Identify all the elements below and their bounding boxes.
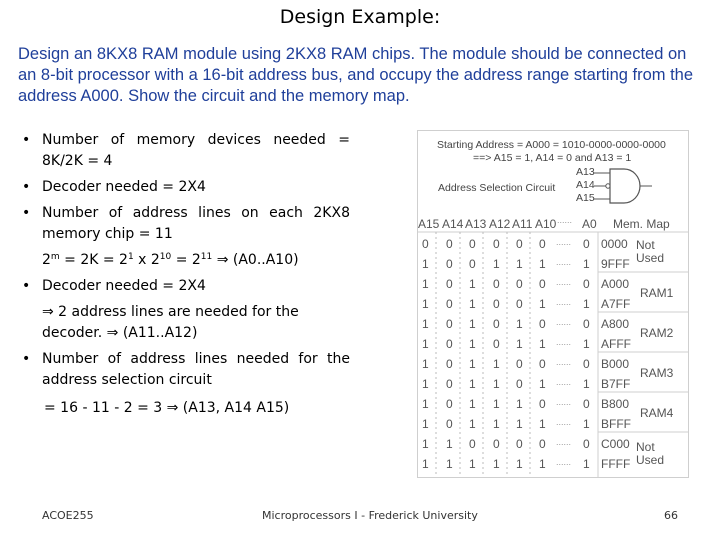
formula-base: 2 [42,252,51,268]
bit-cell: 0 [446,237,453,251]
bit-cell: 1 [469,457,476,471]
address-cell: 0000 [601,237,628,251]
bit-cell: 1 [469,417,476,431]
address-cell: B7FF [601,377,631,391]
gate-input-a15: A15 [576,192,595,204]
header-a0: A0 [582,217,597,231]
cell-dots: ...... [556,237,572,247]
bit-cell: 1 [493,357,500,371]
bit-cell: 1 [493,257,500,271]
cell-dots: ...... [556,417,572,427]
bullet-dot: • [22,179,31,195]
bullet-5-line-2: address selection circuit [42,372,212,388]
footer-page-number: 66 [664,509,678,522]
block-not-used-top: Not Used [636,238,665,265]
bit-cell: 0 [469,437,476,451]
bit-cell: 1 [422,417,429,431]
bit-cell: 1 [422,437,429,451]
cell-dots: ...... [556,277,572,287]
bit-cell: 1 [516,317,523,331]
bit-cell: 1 [583,337,590,351]
cell-dots: ...... [556,377,572,387]
bullet-4-sub-2: decoder. ⇒ (A11..A12) [42,325,198,341]
bullet-4-text: Decoder needed = 2X4 [42,278,206,294]
header-a12: A12 [489,217,511,231]
bit-cell: 0 [516,237,523,251]
bullet-1-line-2: 8K/2K = 4 [42,153,113,169]
bit-cell: 1 [583,257,590,271]
bit-cell: 1 [446,457,453,471]
bit-cell: 0 [493,317,500,331]
bit-cell: 0 [422,237,429,251]
bit-cell: 1 [446,437,453,451]
bit-cell: 1 [583,417,590,431]
bullet-5 [22,349,354,371]
block-not-used-bottom: Not Used [636,440,665,467]
address-bits-text: ==> A15 = 1, A14 = 0 and A13 = 1 [473,152,632,164]
cell-dots: ...... [556,317,572,327]
table-grid-lines [418,131,688,477]
bit-cell: 1 [516,257,523,271]
bullet-3-line-2: memory chip = 11 [42,226,173,242]
bit-cell: 0 [516,277,523,291]
block-ram2: RAM2 [640,326,674,340]
bit-cell: 1 [469,317,476,331]
bit-cell: 0 [539,317,546,331]
address-cell: 9FFF [601,257,630,271]
header-a13: A13 [465,217,487,231]
bullet-2 [22,177,206,199]
header-a11: A11 [512,217,533,231]
bit-cell: 0 [446,357,453,371]
bit-cell: 1 [539,257,546,271]
bit-cell: 1 [539,377,546,391]
bit-cell: 1 [469,297,476,311]
block-ram3: RAM3 [640,366,674,380]
bit-cell: 0 [539,437,546,451]
bullet-1-line-1: Number of memory devices needed = [42,132,350,148]
bullet-dot: • [22,278,31,294]
bit-cell: 1 [422,317,429,331]
cell-dots: ...... [556,397,572,407]
bit-cell: 1 [469,337,476,351]
bit-cell: 1 [493,417,500,431]
bit-cell: 0 [493,237,500,251]
formula-exp-10: 10 [159,252,172,262]
bit-cell: 0 [493,277,500,291]
address-cell: AFFF [601,337,631,351]
bullet-5-line-3: = 16 - 11 - 2 = 3 ⇒ (A13, A14 A15) [44,400,290,416]
bit-cell: 0 [469,257,476,271]
bit-cell: 1 [422,377,429,391]
cell-dots: ...... [556,337,572,347]
formula-part: x 2 [133,252,160,268]
formula-result: ⇒ (A0..A10) [212,252,299,268]
address-cell: C000 [601,437,630,451]
bit-cell: 1 [516,457,523,471]
bit-cell: 0 [516,297,523,311]
header-mem-map: Mem. Map [613,217,670,231]
bit-cell: 0 [539,357,546,371]
cell-dots: ...... [556,457,572,467]
bit-cell: 1 [539,457,546,471]
bit-cell: 1 [422,297,429,311]
bullet-4-sub-1: ⇒ 2 address lines are needed for the [42,304,299,320]
bit-cell: 1 [469,397,476,411]
bit-cell: 0 [516,357,523,371]
bit-cell: 1 [516,417,523,431]
formula-exp-1: 1 [127,252,134,262]
bit-cell: 1 [516,337,523,351]
bit-cell: 1 [583,457,590,471]
bit-cell: 0 [539,397,546,411]
bit-cell: 1 [539,297,546,311]
memory-map-figure [417,130,689,478]
address-cell: A000 [601,277,630,291]
bit-cell: 1 [469,277,476,291]
gate-input-a13: A13 [576,166,595,178]
formula-exp-11: 11 [200,252,213,262]
bit-cell: 0 [583,317,590,331]
bit-cell: 0 [539,237,546,251]
bit-cell: 0 [539,277,546,291]
cell-dots: ...... [556,257,572,267]
bit-cell: 0 [583,437,590,451]
bit-cell: 1 [539,417,546,431]
header-a10: A10 [535,217,557,231]
bit-cell: 0 [446,377,453,391]
footer-course-title: Microprocessors I - Frederick University [262,509,478,522]
bullet-dot: • [22,205,31,221]
address-cell: A800 [601,317,630,331]
bit-cell: 0 [516,377,523,391]
bit-cell: 0 [446,257,453,271]
bit-cell: 0 [516,437,523,451]
bit-cell: 1 [516,397,523,411]
bit-cell: 0 [446,297,453,311]
bullet-dot: • [22,351,31,367]
bullet-5-line-1: Number of address lines needed for the [42,351,350,367]
bit-cell: 1 [422,357,429,371]
address-cell: B800 [601,397,630,411]
bit-cell: 0 [446,417,453,431]
bit-cell: 0 [493,337,500,351]
bit-cell: 0 [446,337,453,351]
bit-cell: 0 [493,437,500,451]
cell-dots: ...... [556,437,572,447]
bullet-dot: • [22,132,31,148]
footer-course-code: ACOE255 [42,509,94,522]
header-a14: A14 [442,217,464,231]
bit-cell: 1 [422,277,429,291]
slide-title: Design Example: [279,6,441,28]
bullet-1 [22,130,354,152]
block-ram1: RAM1 [640,286,674,300]
formula-exp-m: m [50,252,60,262]
address-formula [42,250,299,272]
circuit-label: Address Selection Circuit [438,182,556,194]
bit-cell: 1 [422,397,429,411]
bit-cell: 1 [422,337,429,351]
bit-cell: 1 [493,377,500,391]
block-ram4: RAM4 [640,406,674,420]
bit-cell: 0 [583,357,590,371]
header-a15: A15 [418,217,440,231]
bit-cell: 1 [422,257,429,271]
formula-part: = 2K = 2 [59,252,128,268]
bit-cell: 0 [446,397,453,411]
bullet-2-text: Decoder needed = 2X4 [42,179,206,195]
bit-cell: 1 [469,377,476,391]
bit-cell: 0 [446,277,453,291]
address-cell: B000 [601,357,630,371]
bit-cell: 1 [539,337,546,351]
bit-cell: 0 [583,237,590,251]
bit-cell: 0 [583,277,590,291]
bit-cell: 0 [583,397,590,411]
bit-cell: 0 [469,237,476,251]
starting-address-text: Starting Address = A000 = 1010-0000-0000-0000 [437,139,666,151]
gate-input-a14: A14 [576,179,595,191]
bit-cell: 1 [583,297,590,311]
bit-cell: 0 [446,317,453,331]
cell-dots: ...... [556,297,572,307]
header-dots: ...... [557,215,573,225]
bullet-3-line-1: Number of address lines on each 2KX8 [42,205,350,221]
bit-cell: 1 [469,357,476,371]
bullet-4 [22,276,206,298]
problem-statement: Design an 8KX8 RAM module using 2KX8 RAM chips. The module should be connected on an 8-bit processor with a 16-bit address bus, and occupy the address range starting from the address A000. Show the circuit and the memory map. [18,45,694,105]
bit-cell: 1 [422,457,429,471]
bullet-3 [22,203,354,225]
address-cell: A7FF [601,297,631,311]
address-cell: BFFF [601,417,631,431]
cell-dots: ...... [556,357,572,367]
address-cell: FFFF [601,457,631,471]
bit-cell: 1 [493,397,500,411]
bit-cell: 1 [583,377,590,391]
bit-cell: 0 [493,297,500,311]
bit-cell: 1 [493,457,500,471]
formula-part: = 2 [171,252,201,268]
